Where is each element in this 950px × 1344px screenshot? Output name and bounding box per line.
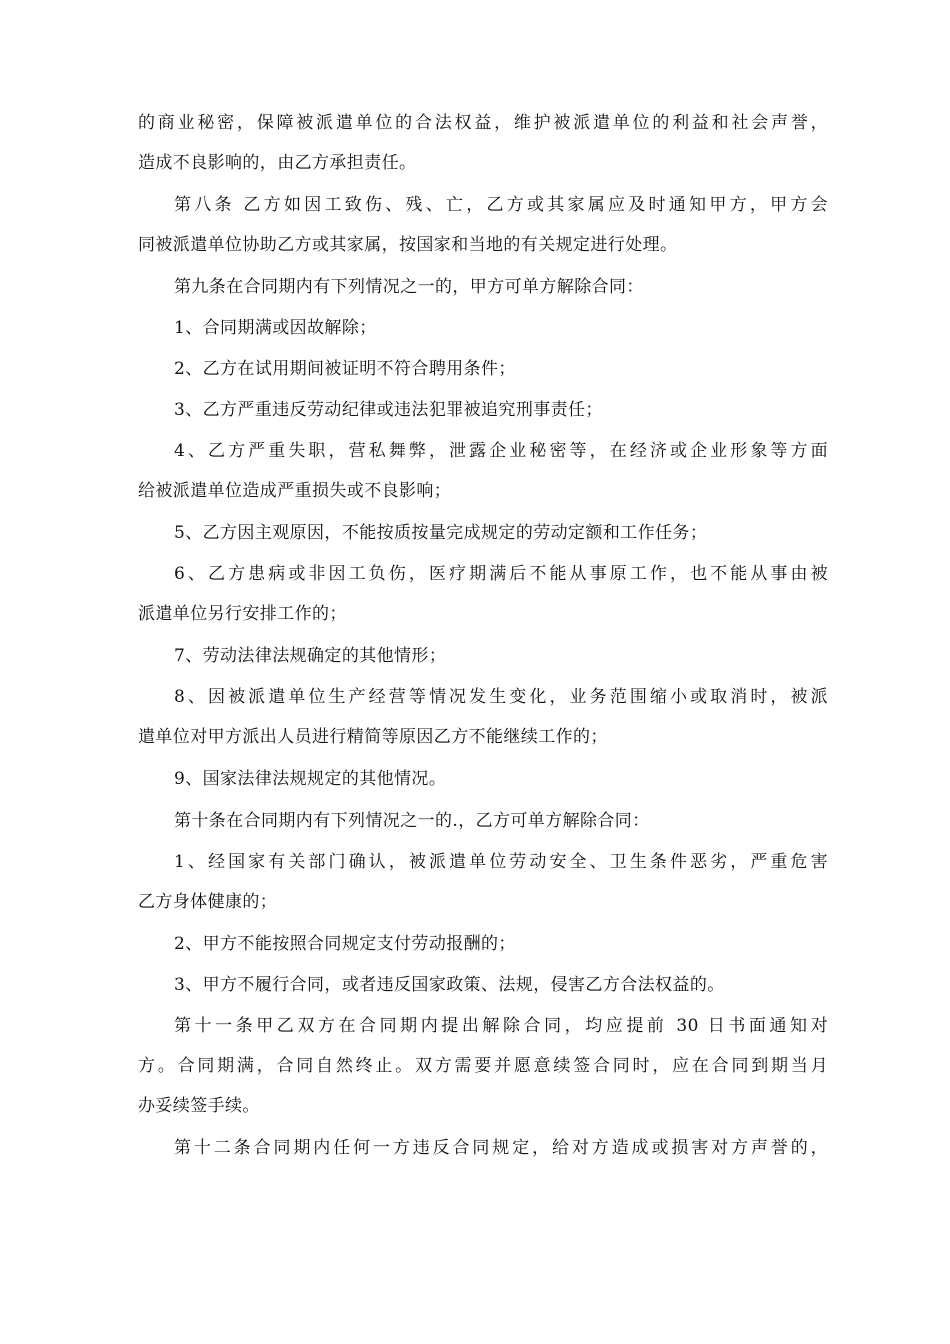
- body-text: [138, 103, 828, 183]
- text-line: 第十一条甲乙双方在合同期内提出解除合同，均应提前 30 日书面通知对: [174, 1016, 828, 1036]
- list-item: 4、乙方严重失职，营私舞弊，泄露企业秘密等，在经济或企业形象等方面: [174, 441, 828, 461]
- list-item: 5、乙方因主观原因，不能按质按量完成规定的劳动定额和工作任务；: [174, 523, 708, 543]
- article-9-item-7: [138, 636, 828, 676]
- article-11: [138, 1006, 828, 1126]
- list-item: 7、劳动法律法规确定的其他情形；: [174, 646, 447, 666]
- article-10: [138, 801, 828, 841]
- text-line: 派遣单位另行安排工作的；: [138, 604, 347, 624]
- article-9-item-6: [138, 554, 828, 634]
- text-line: 方。合同期满，合同自然终止。双方需要并愿意续签合同时，应在合同到期当月: [138, 1056, 828, 1076]
- text-line: 办妥续签手续。: [138, 1096, 260, 1116]
- list-item: 8、因被派遣单位生产经营等情况发生变化，业务范围缩小或取消时，被派: [174, 687, 828, 707]
- article-9: [138, 267, 828, 431]
- article-10-item-1: [138, 842, 828, 922]
- text-line: 遣单位对甲方派出人员进行精简等原因乙方不能继续工作的；: [138, 727, 608, 747]
- text-line: 给被派遣单位造成严重损失或不良影响；: [138, 481, 452, 501]
- list-item: 1、合同期满或因故解除；: [174, 318, 377, 338]
- article-9-item-8: [138, 677, 828, 757]
- article-12: [138, 1128, 828, 1168]
- article-8: [138, 185, 828, 265]
- list-item: 3、乙方严重违反劳动纪律或违法犯罪被追究刑事责任；: [174, 400, 603, 420]
- text-line: 第八条 乙方如因工致伤、残、亡，乙方或其家属应及时通知甲方，甲方会: [174, 195, 828, 215]
- list-item: 2、乙方在试用期间被证明不符合聘用条件；: [174, 359, 516, 379]
- article-9-item-5: [138, 513, 828, 553]
- list-item: 3、甲方不履行合同，或者违反国家政策、法规，侵害乙方合法权益的。: [174, 975, 725, 995]
- text-line: 第十条在合同期内有下列情况之一的.，乙方可单方解除合同：: [174, 811, 650, 831]
- text-line: 的商业秘密，保障被派遣单位的合法权益，维护被派遣单位的利益和社会声誉，: [138, 113, 828, 133]
- text-line: 第九条在合同期内有下列情况之一的，甲方可单方解除合同：: [174, 277, 644, 297]
- article-9-item-9: [138, 759, 828, 799]
- text-line: 同被派遣单位协助乙方或其家属，按国家和当地的有关规定进行处理。: [138, 235, 678, 255]
- list-item: 6、乙方患病或非因工负伤，医疗期满后不能从事原工作，也不能从事由被: [174, 564, 828, 584]
- text-line: 乙方身体健康的；: [138, 892, 278, 912]
- list-item: 2、甲方不能按照合同规定支付劳动报酬的；: [174, 934, 516, 954]
- text-line: 第十二条合同期内任何一方违反合同规定，给对方造成或损害对方声誉的，: [174, 1138, 828, 1158]
- article-10-items: [138, 924, 828, 1005]
- list-item: 1、经国家有关部门确认，被派遣单位劳动安全、卫生条件恶劣，严重危害: [174, 852, 828, 872]
- text-line: 造成不良影响的，由乙方承担责任。: [138, 153, 417, 173]
- article-9-item-4: [138, 431, 828, 511]
- list-item: 9、国家法律法规规定的其他情况。: [174, 769, 447, 789]
